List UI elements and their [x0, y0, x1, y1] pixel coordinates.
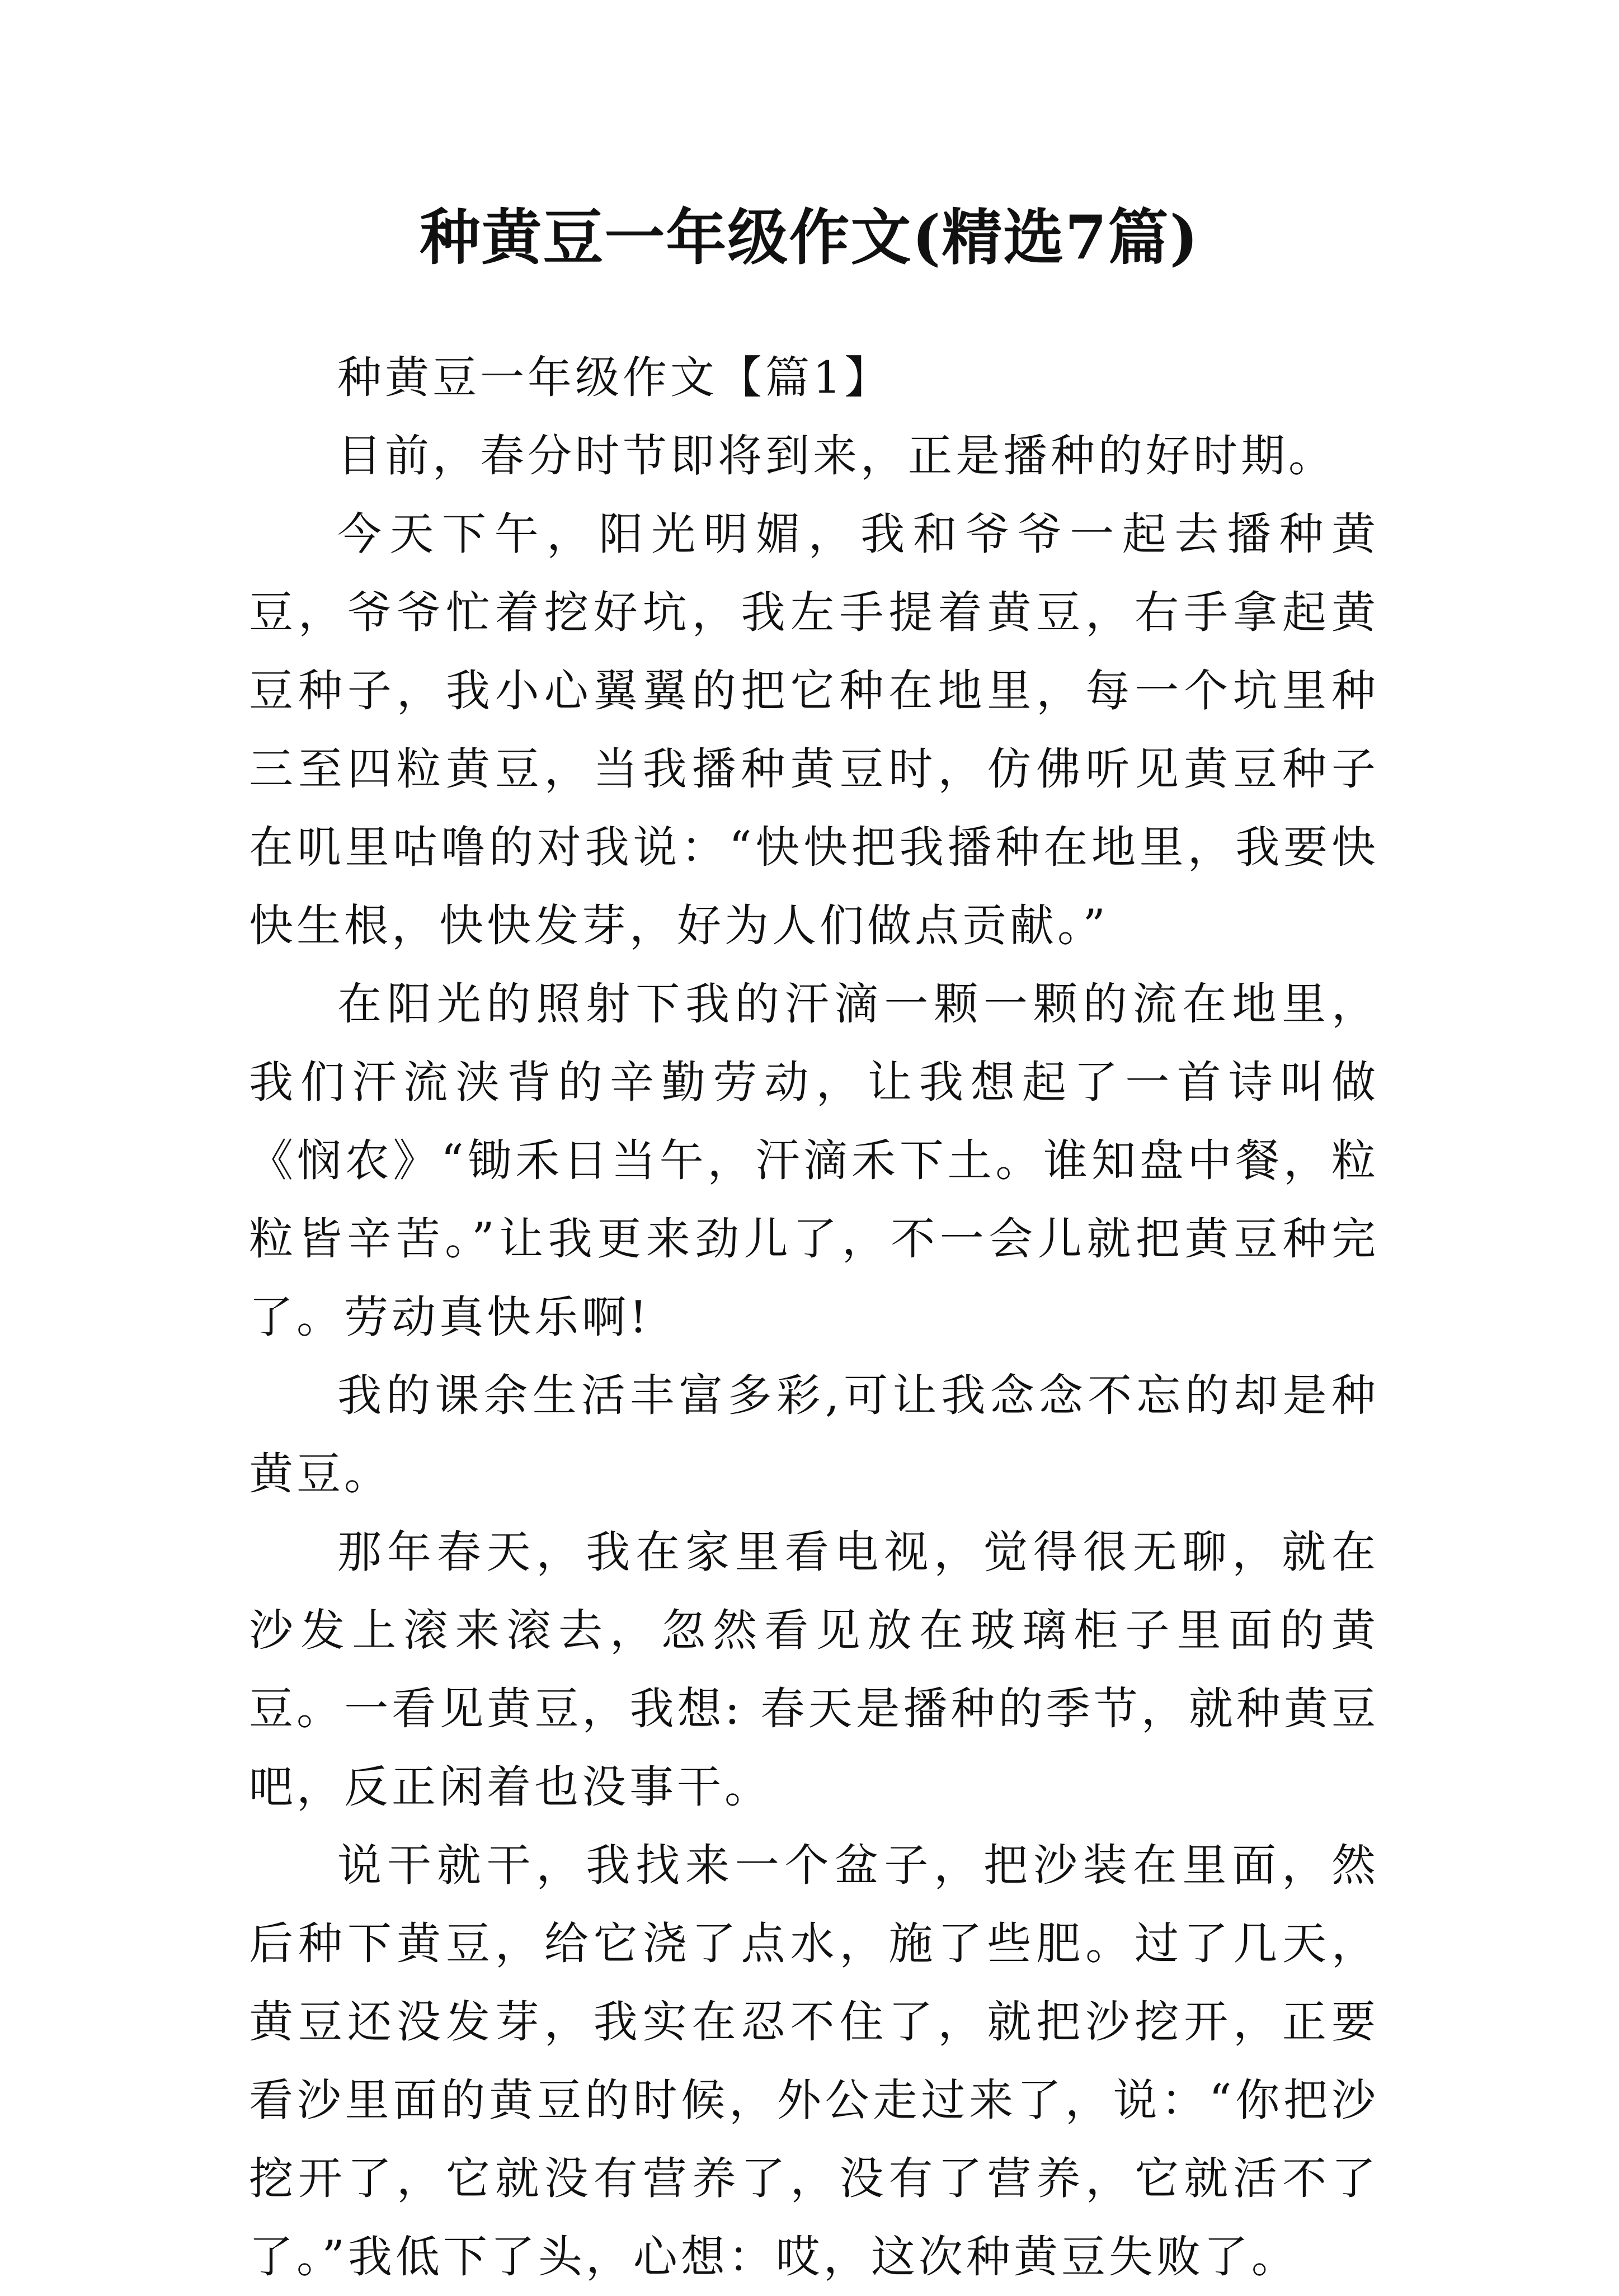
section-heading: 种黄豆一年级作文【篇1】 [337, 352, 892, 403]
paragraph: 我的课余生活丰富多彩,可让我念念不忘的却是种黄豆。 [249, 1370, 1379, 1500]
paragraph: 目前，春分时节即将到来，正是播种的好时期。 [337, 430, 1336, 482]
paragraph: 在阳光的照射下我的汗滴一颗一颗的流在地里，我们汗流浃背的辛勤劳动，让我想起了一首诗叫做《悯农》“锄禾日当午，汗滴禾下土。谁知盘中餐，粒粒皆辛苦。”让我更来劲儿了，不一会儿就把黄豆种完了。劳动真快乐啊! [249, 978, 1379, 1343]
paragraph: 今天下午，阳光明媚，我和爷爷一起去播种黄豆，爷爷忙着挖好坑，我左手提着黄豆，右手拿起黄豆种子，我小心翼翼的把它种在地里，每一个坑里种三至四粒黄豆，当我播种黄豆时，仿佛听见黄豆种子在叽里咕噜的对我说：“快快把我播种在地里，我要快快生根，快快发芽，好为人们做点贡献。” [249, 508, 1379, 951]
document-title: 种黄豆一年级作文(精选7篇) [420, 202, 1199, 273]
paragraph: 那年春天，我在家里看电视，觉得很无聊，就在沙发上滚来滚去，忽然看见放在玻璃柜子里面的黄豆。一看见黄豆，我想: 春天是播种的季节，就种黄豆吧，反正闲着也没事干。 [249, 1526, 1379, 1813]
paragraph: 说干就干，我找来一个盆子，把沙装在里面，然后种下黄豆，给它浇了点水，施了些肥。过了几天，黄豆还没发芽，我实在忍不住了，就把沙挖开，正要看沙里面的黄豆的时候，外公走过来了，说：“你把沙挖开了，它就没有营养了，没有了营养，它就活不了了。”我低下了头，心想：哎，这次种黄豆失败了。 [249, 1840, 1379, 2283]
document-body [249, 338, 1379, 2296]
